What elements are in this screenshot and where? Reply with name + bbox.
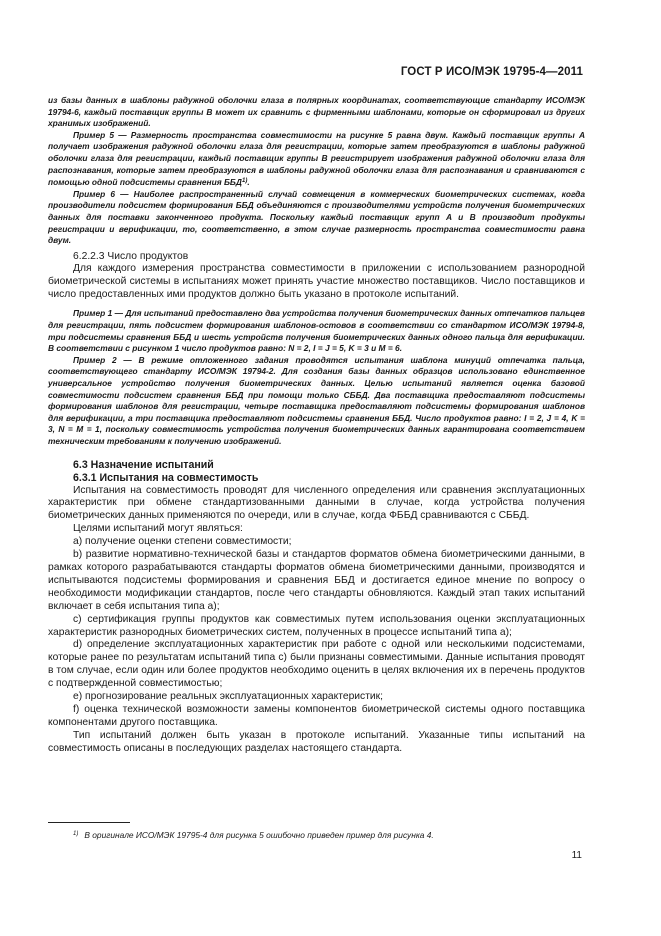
- example-5-text: Пример 5 — Размерность пространства совместимости на рисунке 5 равна двум. Каждый поставщик группы A получает изображения радужной оболочки глаза для регистрации, которые затем преобразуются в шаблоны радужной оболочки глаза для регистрации, каждый поставщик группы B регистрирует изображения радужной оболочки глаза для распознавания, которые затем преобразуются в шаблоны радужной оболочки глаза для распознавания и сравниваются с помощью одной подсистемы сравнения ББД: [48, 129, 585, 188]
- paragraph-interop-tests: Испытания на совместимость проводят для численного определения или сравнения эксплуатационных характеристик при обмене стандартизованными данными в случае, когда устройства получения биометрических данных применяются по очереди, или в случае, когда ФББД сравниваются с СББД.: [48, 484, 585, 522]
- paragraph-product-count: Для каждого измерения пространства совместимости в приложении с использованием разнородной биометрической системы в испытаниях может принять участие множество поставщиков. Число поставщиков и число предоставленных ими продуктов должно быть указано в протоколе испытаний.: [48, 262, 585, 300]
- paragraph-goals-intro: Целями испытаний могут являться:: [73, 523, 243, 535]
- document-header: ГОСТ Р ИСО/МЭК 19795-4—2011: [400, 66, 583, 78]
- page-content: [48, 95, 585, 756]
- footnote: [73, 829, 434, 841]
- list-item-b: b) развитие нормативно-технической базы и стандартов форматов обмена биометрическими данными, в рамках которого разрабатываются стандарты форматов обмена биометрическими данными, производятся и испытываются подсистемы формирования и сравнения ББД и достигается единое мнение по вопросу о необходимости модификации стандартов, после чего стандарты обновляются. Каждый этап таких испытаний включает в себя испытания типа a);: [48, 549, 585, 612]
- page-number: 11: [571, 850, 582, 861]
- list-item-c: c) сертификация группы продуктов как совместимых путем использования оценки эксплуатационных характеристик разнородных биометрических систем, полученных в процессе испытаний типа a);: [48, 613, 585, 638]
- list-item-f: f) оценка технической возможности замены компонентов биометрической системы одного поставщика компонентами другого поставщика.: [48, 703, 585, 728]
- example-5-tail: .: [247, 177, 250, 188]
- section-heading-6-3: 6.3 Назначение испытаний: [73, 458, 214, 471]
- example-1: Пример 1 — Для испытаний предоставлено два устройства получения биометрических данных отпечатков пальцев для регистрации, пять подсистем формирования шаблонов-остовов в соответствии со стандартом ИСО/МЭК 19794-8, три подсистемы сравнения ББД и шесть устройств получения биометрических данных одного пальца для верификации. В соответствии с рисунком 1 число продуктов равно: N = 2, I = J = 5, K = 3 и M = 6.: [48, 308, 585, 354]
- list-item-e: e) прогнозирование реальных эксплуатационных характеристик;: [73, 691, 384, 703]
- example-6: Пример 6 — Наиболее распространенный случай совмещения в коммерческих биометрических системах, когда производители подсистем формирования ББД объединяются с производителями устройств получения биометрических данных для поставки законченного продукта. Поскольку каждый поставщик групп A и B производит продукты регистрации и верификации, то, соответственно, в этом случае размерность пространства совместимости равна двум.: [48, 188, 585, 246]
- section-heading-6-3-1: 6.3.1 Испытания на совместимость: [73, 471, 259, 484]
- example-5: [48, 130, 585, 189]
- footnote-mark: 1): [73, 831, 79, 837]
- example-continuation: из базы данных в шаблоны радужной оболочки глаза в полярных координатах, соответствующие стандарту ИСО/МЭК 19794-6, каждый поставщик группы B может их сравнить с фирменными шаблонами, которые он сформировал из других хранимых изображений.: [48, 95, 585, 129]
- list-item-d: d) определение эксплуатационных характеристик при работе с одной или несколькими подсистемами, которые ранее по результатам испытаний типа c) были признаны совместимыми. Данные испытания проводят в том случае, если один или более продуктов необходимо оценить в целях включения их в перечень продуктов с подтвержденной совместимостью;: [48, 639, 585, 690]
- paragraph-test-type: Тип испытаний должен быть указан в протоколе испытаний. Указанные типы испытаний на совместимость описаны в последующих разделах настоящего стандарта.: [48, 729, 585, 754]
- footnote-reference[interactable]: 1): [241, 178, 248, 185]
- subsection-heading-6-2-2-3: 6.2.2.3 Число продуктов: [73, 250, 189, 262]
- example-2: Пример 2 — В режиме отложенного задания проводятся испытания шаблона минуций отпечатка пальца, соответствующего стандарту ИСО/МЭК 19794-2. Для создания базы данных образцов использовано единственное универсальное устройство получения биометрических данных. Целью испытаний является оценка базовой совместимости подсистем сравнения ББД при помощи только СББД. Два поставщика предоставляют подсистемы формирования шаблонов для регистрации, четыре поставщика предоставляют подсистемы формирования шаблонов для верификации, а три поставщика предоставляют подсистемы сравнения ББД. Число продуктов равно: I = 2, J = 4, K = 3, N = M = 1, поскольку совместимость устройства получения биометрических данных гарантирована соответствием техническим требованиям к получению изображений.: [48, 354, 585, 446]
- footnote-divider: [48, 822, 130, 823]
- footnote-text: В оригинале ИСО/МЭК 19795-4 для рисунка 5 ошибочно приведен пример для рисунка 4.: [84, 830, 434, 840]
- list-item-a: a) получение оценки степени совместимости;: [73, 536, 292, 548]
